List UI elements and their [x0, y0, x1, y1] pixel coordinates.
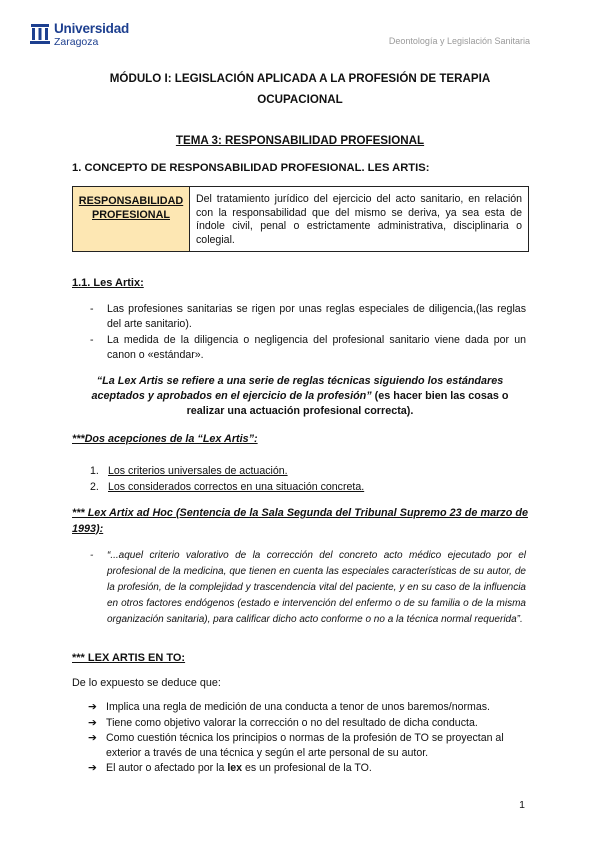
list-text: es un profesional de la TO.	[242, 762, 372, 774]
arrow-icon: ➔	[88, 701, 97, 713]
adhoc-title: *** Lex Artix ad Hoc (Sentencia de la Sala Segunda del Tribunal Supremo 23 de marzo de 1993):	[72, 507, 528, 535]
subsection-title: 1.1. Les Artix:	[72, 277, 144, 289]
subject-name: Deontología y Legislación Sanitaria	[388, 36, 530, 46]
definition-text: Del tratamiento jurídico del ejercicio del acto sanitario, en relación con la responsabilidad que del mismo se deriva, ya sea esta de índole civil, penal o estrictamente administrativa, disciplinaria o colegial.	[196, 193, 522, 246]
list-item	[90, 479, 364, 495]
list-item	[88, 761, 526, 776]
list-text: El autor o afectado por la	[106, 762, 228, 774]
acepciones-title: ***Dos acepciones de la “Lex Artis”:	[72, 433, 258, 445]
definition-box	[72, 186, 529, 252]
lex-artis-quote	[78, 374, 522, 419]
page-number: 1	[519, 799, 525, 811]
definition-term	[73, 187, 190, 251]
section1-title: 1. CONCEPTO DE RESPONSABILIDAD PROFESIONAL. LES ARTIS:	[72, 162, 430, 174]
list-number: 1.	[90, 465, 99, 477]
logo-name: Universidad	[54, 21, 130, 36]
university-crest-icon	[30, 22, 50, 46]
quote-plain: (es hacer bien las cosas o realizar una actuación profesional correcta).	[186, 390, 509, 417]
definition-term-line1: RESPONSABILIDAD	[78, 195, 184, 207]
list-text-bold: lex	[227, 762, 243, 774]
university-logo	[30, 22, 129, 47]
list-number: 2.	[90, 481, 99, 493]
logo-city: Zaragoza	[54, 35, 99, 48]
list-item	[88, 700, 526, 715]
list-item: - Las profesiones sanitarias se rigen por unas reglas especiales de diligencia,(las reglas del arte sanitario).	[90, 302, 526, 331]
quote-italic: “La Lex Artis se refiere a una serie de reglas técnicas siguiendo los estándares aceptados y aprobados en el ejercicio de la profesión”	[91, 375, 504, 402]
list-text: Los considerados correctos en una situación concreta.	[108, 481, 365, 493]
list-text: Tiene como objetivo valorar la corrección o no del resultado de dicha conducta.	[106, 716, 478, 729]
list-text: Los criterios universales de actuación.	[108, 465, 288, 477]
module-title-line1: MÓDULO I: LEGISLACIÓN APLICADA A LA PROFESIÓN DE TERAPIA	[109, 72, 491, 85]
list-item	[90, 463, 364, 479]
list-text: Implica una regla de medición de una conducta a tenor de unos baremos/normas.	[106, 701, 490, 713]
tema-title: TEMA 3: RESPONSABILIDAD PROFESIONAL	[175, 134, 425, 147]
deduce-text: De lo expuesto se deduce que:	[72, 677, 221, 689]
conclusions-list	[88, 700, 526, 777]
lex-to-title: *** LEX ARTIS EN TO:	[72, 652, 186, 664]
definition-term-line2: PROFESIONAL	[92, 209, 170, 221]
adhoc-quote: - “...aquel criterio valorativo de la corrección del concreto acto médico ejecutado por el profesional de la medicina, que tienen en cuenta las especiales características de su autor, de la profesión, de la complejidad y trascendencia vital del paciente, y en su caso de la influencia en otros factores endógenos (estado e intervención del enfermo o de su familia o de la misma organización sanitaria), para calificar dicho acto conforme o no a la técnica normal requerida”.	[90, 548, 526, 628]
list-item: - La medida de la diligencia o negligencia del profesional sanitario viene dada por un canon o «estándar».	[90, 333, 526, 362]
adhoc-quote-list	[90, 548, 526, 628]
acepciones-list	[90, 463, 364, 495]
module-title	[60, 68, 540, 110]
module-title-line2: OCUPACIONAL	[257, 93, 343, 106]
arrow-icon: ➔	[88, 732, 97, 744]
list-text: Como cuestión técnica los principios o normas de la profesión de TO se proyectan al exterior a través de una técnica y según el arte personal de su autor.	[106, 732, 504, 759]
les-artix-list	[90, 302, 526, 364]
arrow-icon: ➔	[88, 716, 97, 729]
list-item	[88, 716, 526, 731]
page-header	[30, 22, 530, 54]
arrow-icon: ➔	[88, 762, 97, 774]
list-item	[88, 731, 526, 760]
